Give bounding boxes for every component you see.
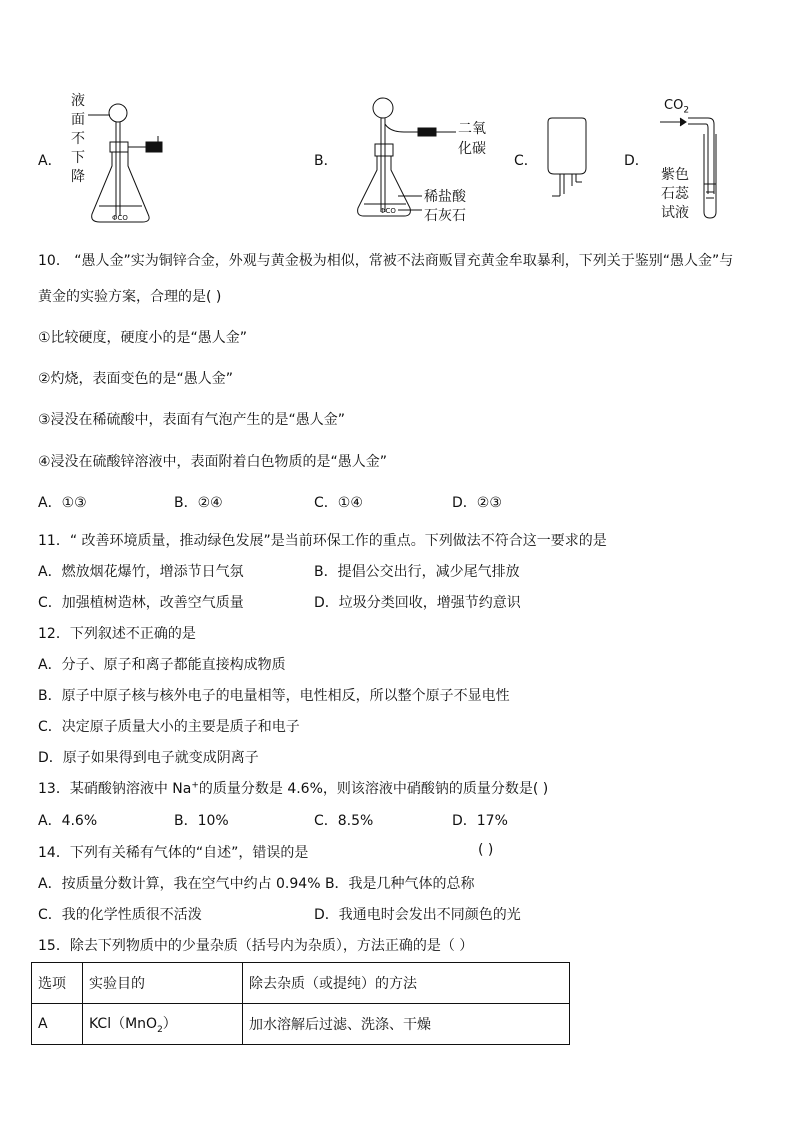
apparatus-c-diagram <box>548 116 588 204</box>
indicator-line3: 试液 <box>661 205 689 221</box>
table-header-cell: 除去杂质（或提纯）的方法 <box>243 963 570 1004</box>
q13-superscript: + <box>191 780 199 791</box>
liquid-level-text <box>70 92 86 187</box>
q11-option-d: D．垃圾分类回收，增强节约意识 <box>314 595 521 611</box>
q13-option-a: A．4.6% <box>38 813 98 829</box>
vertical-char: 液 <box>71 93 85 109</box>
svg-text:ΦCO: ΦCO <box>112 214 128 222</box>
q10-item-3: ③浸没在稀硫酸中，表面有气泡产生的是“愚人金” <box>38 412 346 428</box>
q14-answer-bracket: ( ) <box>478 842 494 858</box>
q10-stem-line2: 黄金的实验方案，合理的是( ) <box>38 289 222 305</box>
q10-option-b: B．②④ <box>174 495 223 511</box>
q14-option-d: D．我通电时会发出不同颜色的光 <box>314 907 521 923</box>
co2-label-line2: 化碳 <box>458 141 486 157</box>
q13-option-d: D．17% <box>452 813 508 829</box>
q12-option-a: A．分子、原子和离子都能直接构成物质 <box>38 657 286 673</box>
table-header-cell: 实验目的 <box>83 963 243 1004</box>
target-text-end: ） <box>162 1016 177 1033</box>
vertical-char: 不 <box>71 131 85 147</box>
q14-option-c: C．我的化学性质很不活泼 <box>38 907 202 923</box>
q14-stem: 14．下列有关稀有气体的“自述”，错误的是 <box>38 845 309 861</box>
indicator-line1: 紫色 <box>661 167 689 183</box>
q13-stem-post: 的质量分数是 4.6%，则该溶液中硝酸钠的质量分数是( ) <box>198 781 549 797</box>
table-cell-method: 加水溶解后过滤、洗涤、干燥 <box>243 1004 570 1045</box>
q11-option-a: A．燃放烟花爆竹，增添节日气氛 <box>38 564 244 580</box>
vertical-char: 面 <box>71 112 85 128</box>
option-a-label: A． <box>38 153 62 169</box>
table-header-cell: 选项 <box>32 963 83 1004</box>
q14-option-a-b: A．按质量分数计算，我在空气中约占 0.94% B．我是几种气体的总称 <box>38 876 475 892</box>
table-row <box>32 1004 570 1045</box>
q10-option-a: A．①③ <box>38 495 87 511</box>
apparatus-a-diagram <box>86 96 176 232</box>
q11-stem: 11．“ 改善环境质量，推动绿色发展”是当前环保工作的重点。下列做法不符合这一要求的是 <box>38 533 607 549</box>
q13-option-c: C．8.5% <box>314 813 374 829</box>
q10-stem-line1: 10． “愚人金”实为铜锌合金，外观与黄金极为相似，常被不法商贩冒充黄金牟取暴利，下列关于鉴别“愚人金”与 <box>38 253 734 269</box>
q12-option-b: B．原子中原子核与核外电子的电量相等，电性相反，所以整个原子不显电性 <box>38 688 510 704</box>
q10-item-2: ②灼烧，表面变色的是“愚人金” <box>38 371 234 387</box>
target-subscript: 2 <box>157 1024 163 1035</box>
limestone-label: 石灰石 <box>424 208 466 224</box>
q12-stem: 12．下列叙述不正确的是 <box>38 626 196 642</box>
co2-text: CO <box>664 98 684 113</box>
dilute-hcl-label: 稀盐酸 <box>424 189 466 205</box>
co2-label-line1: 二氧 <box>458 121 486 137</box>
q10-item-4: ④浸没在硫酸锌溶液中，表面附着白色物质的是“愚人金” <box>38 454 388 470</box>
vertical-char: 降 <box>71 169 85 185</box>
q11-option-c: C．加强植树造林，改善空气质量 <box>38 595 244 611</box>
q10-item-1: ①比较硬度，硬度小的是“愚人金” <box>38 330 248 346</box>
q15-table <box>31 962 570 1045</box>
table-cell-target <box>83 1004 243 1045</box>
q13-stem-pre: 13．某硝酸钠溶液中 Na <box>38 781 192 797</box>
table-cell-option: A <box>32 1004 83 1045</box>
svg-text:ΦCO: ΦCO <box>380 207 396 215</box>
option-c-label: C． <box>514 153 538 169</box>
q10-option-d: D．②③ <box>452 495 502 511</box>
co2-subscript: 2 <box>683 105 690 116</box>
option-b-label: B． <box>314 153 338 169</box>
q15-stem: 15．除去下列物质中的少量杂质（括号内为杂质），方法正确的是（ ） <box>38 938 474 954</box>
q11-option-b: B．提倡公交出行，减少尾气排放 <box>314 564 520 580</box>
indicator-line2: 石蕊 <box>661 186 689 202</box>
q12-option-c: C．决定原子质量大小的主要是质子和电子 <box>38 719 300 735</box>
vertical-char: 下 <box>71 150 85 166</box>
q10-option-c: C．①④ <box>314 495 363 511</box>
q12-option-d: D．原子如果得到电子就变成阴离子 <box>38 750 259 766</box>
target-text: KCl（MnO <box>89 1016 158 1033</box>
q13-stem <box>38 778 548 798</box>
q13-option-b: B．10% <box>174 813 229 829</box>
table-header-row <box>32 963 570 1004</box>
option-d-label: D． <box>624 153 649 169</box>
